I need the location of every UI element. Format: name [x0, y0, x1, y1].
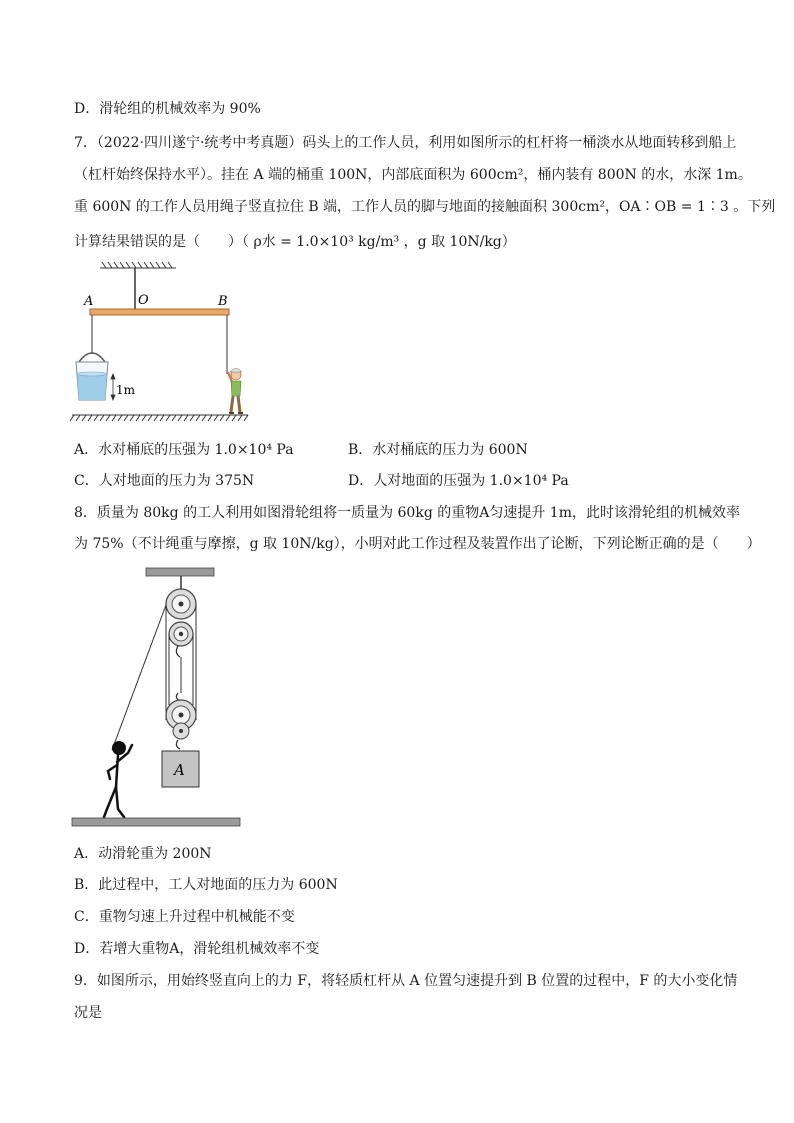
q9-stem-line-1: 9．如图所示，用始终竖直向上的力 F，将轻质杠杆从 A 位置匀速提升到 B 位置的过程中，F 的大小变化情	[74, 973, 738, 989]
q8-option-b: B．此过程中，工人对地面的压力为 600N	[74, 877, 338, 893]
q8-pulley-figure	[70, 565, 245, 830]
fixed-pulley-top	[166, 589, 196, 619]
q6-option-d: D．滑轮组的机械效率为 90%	[74, 101, 261, 117]
stick-worker	[104, 741, 132, 817]
q7-option-b: B．水对桶底的压力为 600N	[348, 442, 528, 458]
q8-stem-line-1: 8．质量为 80kg 的工人利用如图滑轮组将一质量为 60kg 的重物A匀速提升 1m，此时该滑轮组的机械效率	[74, 505, 740, 521]
ceiling-bar	[146, 568, 214, 576]
q8-stem-line-2: 为 75%（不计绳重与摩擦，g 取 10N/kg），小明对此工作过程及装置作出了论断，下列论断正确的是（ ）	[74, 536, 761, 552]
q8-option-d: D．若增大重物A，滑轮组机械效率不变	[74, 941, 320, 957]
label-a: A	[84, 294, 94, 309]
worker-figure	[228, 369, 243, 414]
ceiling-hatch	[100, 262, 176, 268]
moving-pulley-bottom	[173, 723, 189, 739]
q7-stem-line-4: 计算结果错误的是（ ）（ ρ水 = 1.0×10³ kg/m³ ，g 取 10N/kg）	[74, 234, 516, 250]
q7-option-a: A．水对桶底的压强为 1.0×10⁴ Pa	[74, 442, 294, 458]
block-label: A	[174, 761, 185, 779]
depth-label: 1m	[116, 383, 136, 397]
q7-lever-figure	[70, 262, 250, 432]
q8-option-a: A．动滑轮重为 200N	[74, 846, 212, 862]
label-b: B	[218, 294, 228, 309]
q7-stem-line-3: 重 600N 的工作人员用绳子竖直拉住 B 端，工作人员的脚与地面的接触面积 300cm²，OA∶OB = 1∶3 。下列	[74, 199, 776, 215]
q7-option-d: D．人对地面的压强为 1.0×10⁴ Pa	[348, 473, 569, 489]
ground-hatch	[70, 415, 248, 421]
q7-stem-line-1: 7．（2022·四川遂宁·统考中考真题）码头上的工作人员，利用如图所示的杠杆将一桶淡水从地面转移到船上	[74, 135, 737, 151]
lever-bar	[90, 309, 229, 315]
q7-stem-line-2: （杠杆始终保持水平）。挂在 A 端的桶重 100N，内部底面积为 600cm²，桶内装有 800N 的水，水深 1m。	[74, 167, 752, 183]
ground-bar	[72, 818, 240, 826]
q9-stem-line-2: 况是	[74, 1005, 102, 1021]
depth-marker	[111, 374, 115, 400]
label-o: O	[138, 293, 149, 308]
water-bucket	[76, 353, 108, 400]
fixed-pulley-bottom	[169, 622, 193, 646]
q7-option-c: C．人对地面的压力为 375N	[74, 473, 255, 489]
q8-option-c: C．重物匀速上升过程中机械能不变	[74, 909, 295, 925]
